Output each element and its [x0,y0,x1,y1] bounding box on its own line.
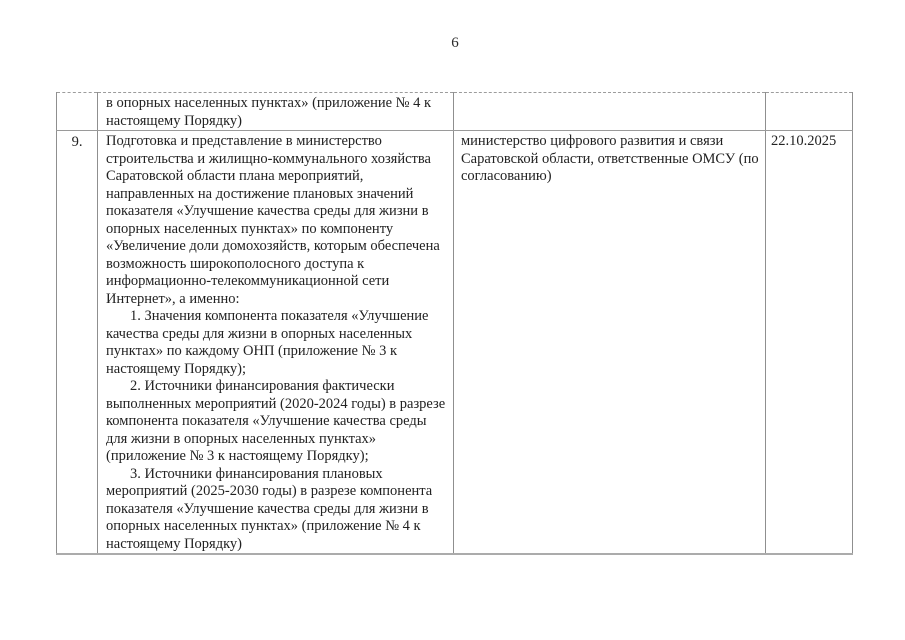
schedule-table [56,92,853,555]
responsible-cell: министерство цифрового развития и связи Саратовской области, ответственные ОМСУ (по согласованию) [454,131,766,555]
responsible-cell [454,93,766,131]
deadline-cell [766,93,853,131]
activity-paragraph: в опорных населенных пунктах» (приложение № 4 к настоящему Порядку) [106,95,432,129]
activity-paragraph-item-3: 3. Источники финансирования плановых мероприятий (2025-2030 годы) в разрезе компонента показателя «Улучшение качества среды для жизни в опорных населенных пунктах» (приложение № 4 к настоящему Порядку) [106,465,433,552]
deadline-cell: 22.10.2025 [766,131,853,555]
table-row-9 [57,131,853,555]
activity-paragraph-item-2: 2. Источники финансирования фактически выполненных мероприятий (2020-2024 годы) в разрезе компонента показателя «Улучшение качества среды для жизни в опорных населенных пунктах» (приложение № 3 к настоящему Порядку); [106,378,446,464]
activity-paragraph: Подготовка и представление в министерство строительства и жилищно-коммунального хозяйства Саратовской области плана мероприятий, направленных на достижение плановых значений показателя «Улучшение качества среды для жизни в опорных населенных пунктах» по компоненту «Увеличение доли домохозяйств, которым обеспечена возможность широкополосного доступа к информационно-телекоммуникационной сети Интернет», а именно: [106,133,440,307]
row-number-cell [57,93,98,131]
activity-cell [98,93,454,131]
page-number: 6 [451,35,459,51]
activity-paragraph-item-1: 1. Значения компонента показателя «Улучшение качества среды для жизни в опорных населенных пунктах» по каждому ОНП (приложение № 3 к настоящему Порядку); [106,308,429,377]
row-number-cell: 9. [57,131,98,555]
activity-cell [98,131,454,555]
table-row-carryover [57,93,853,131]
